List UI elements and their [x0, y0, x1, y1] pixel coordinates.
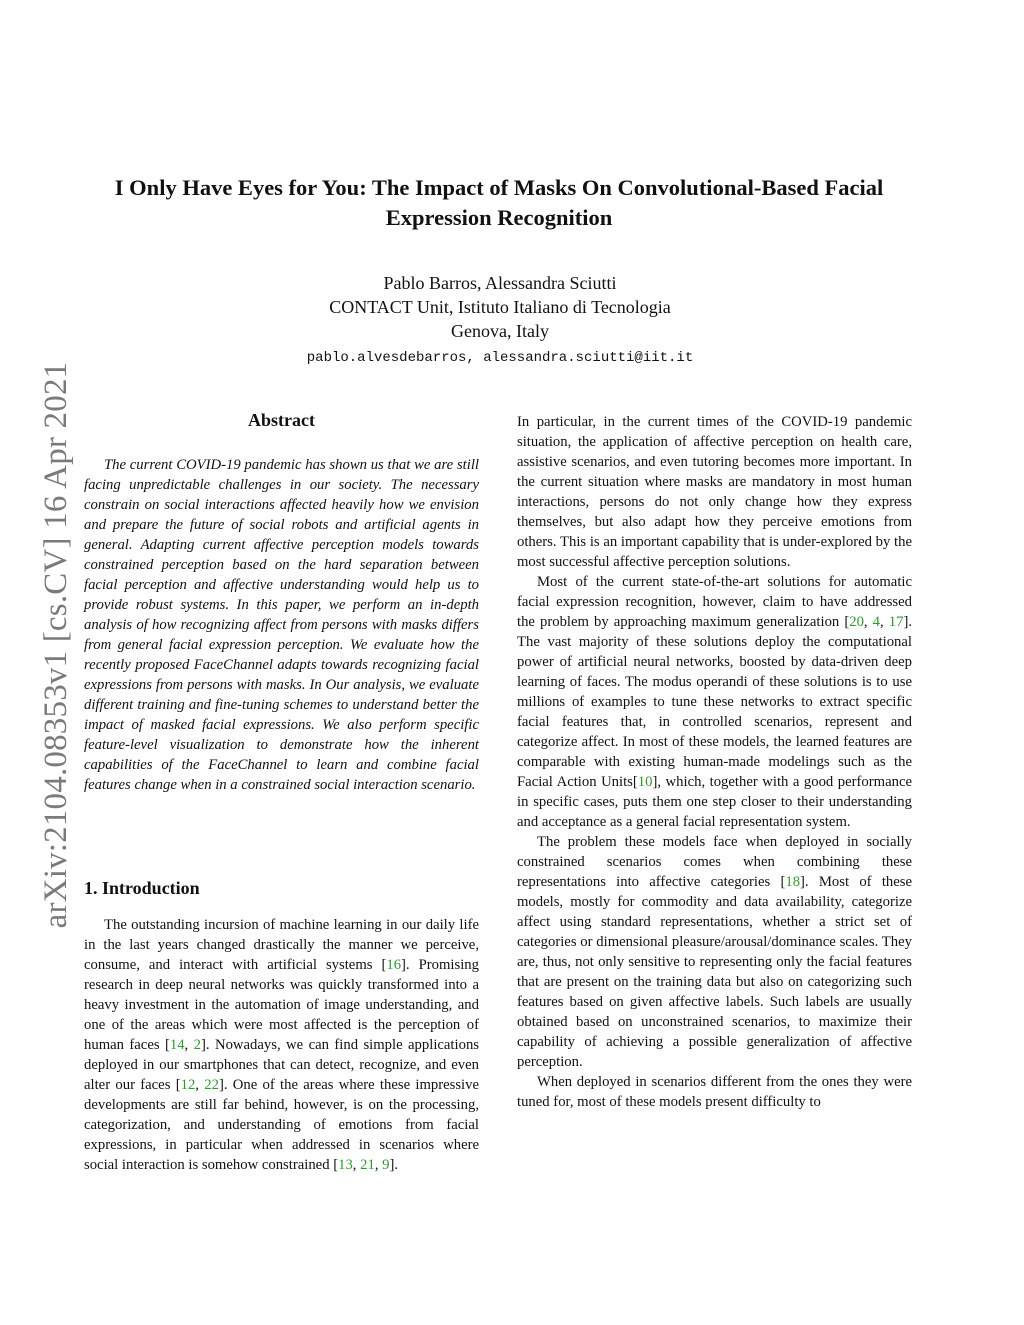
right-paragraph-3 [517, 832, 912, 1072]
text-run: , [184, 1037, 194, 1053]
citation-link[interactable]: 18 [785, 874, 801, 890]
right-paragraph-4: When deployed in scenarios different from the ones they were tuned for, most of these models present difficulty to [517, 1074, 912, 1110]
right-paragraph-1: In particular, in the current times of the COVID-19 pandemic situation, the application of affective perception on health care, assistive scenarios, and even tutoring becomes more important. In the current situation where masks are mandatory in most human interactions, persons do not only change how they express themselves, but also adapt how they perceive emotions from others. This is an important capability that is under-explored by the most successful affective perception solutions. [517, 414, 912, 570]
citation-link[interactable]: 10 [637, 774, 653, 790]
citation-link[interactable]: 20 [849, 614, 864, 630]
affiliation: CONTACT Unit, Istituto Italiano di Tecnologia [329, 297, 671, 317]
text-run: The problem these models face when deployed in socially constrained scenarios comes when combining these representations into affective categories [ [517, 834, 912, 890]
text-run: ], which, together with a good performance in specific cases, puts them one step closer to their understanding and acceptance as a general facial representation system. [517, 774, 912, 830]
text-run: , [863, 614, 873, 630]
citation-link[interactable]: 13 [338, 1157, 353, 1173]
text-run: , [374, 1157, 383, 1173]
citation-link[interactable]: 9 [382, 1157, 390, 1173]
abstract-heading: Abstract [248, 410, 315, 430]
text-run: ]. One of the areas where these impressive developments are still far behind, however, is on the processing, categorization, and understanding of emotions from facial expressions, in particular when addressed in scenarios where social interaction is somehow constrained [ [84, 1077, 480, 1173]
text-run: , [352, 1157, 361, 1173]
email: pablo.alvesdebarros, alessandra.sciutti@iit.it [306, 350, 694, 366]
citation-link[interactable]: 17 [888, 614, 904, 630]
text-run: Most of the current state-of-the-art solutions for automatic facial expression recognition, however, claim to have addressed the problem by approaching maximum generalization [ [517, 574, 912, 630]
citation-link[interactable]: 22 [204, 1077, 219, 1093]
abstract-paragraph: The current COVID-19 pandemic has shown us that we are still facing unpredictable challenges in our society. The necessary constrain on social interactions affected heavily how we envision and prepare the future of social robots and artificial agents in general. Adapting current affective perception models towards constrained perception based on the hard separation between facial perception and affective understanding would help us to provide robust systems. In this paper, we perform an in-depth analysis of how recognizing affect from persons with masks differs from general facial expression perception. We evaluate how the recently proposed FaceChannel adapts towards recognizing facial expressions from persons with masks. In Our analysis, we evaluate different training and fine-tuning schemes to understand better the impact of masked facial expressions. We also perform specific feature-level visualization to demonstrate how the inherent capabilities of the FaceChannel to learn and combine facial features change when in a constrained social interaction scenario. [84, 457, 479, 793]
text-run: ]. Nowadays, we can find simple applications deployed in our smartphones that can detect, recognize, and even alter our faces [ [84, 1037, 479, 1093]
arxiv-stamp: arXiv:2104.08353v1 [cs.CV] 16 Apr 2021 [38, 361, 74, 929]
text-run: , [195, 1077, 205, 1093]
citation-link[interactable]: 21 [360, 1157, 375, 1173]
paper-title: I Only Have Eyes for You: The Impact of Masks On Convolutional-Based Facial Expression Recognition [114, 175, 884, 230]
intro-heading: 1. Introduction [84, 878, 200, 898]
authors: Pablo Barros, Alessandra Sciutti [383, 273, 617, 293]
citation-link[interactable]: 4 [872, 614, 880, 630]
text-run: ]. The vast majority of these solutions deploy the computational power of artificial neural networks, boosted by data-driven deep learning of faces. The modus operandi of these solutions is to use millions of examples to tune these networks to extract specific facial features that, in controlled scenarios, represent and categorize affect. In most of these models, the learned features are comparable with existing human-made modelings such as the Facial Action Units[ [517, 614, 913, 790]
right-paragraph-2 [517, 572, 912, 832]
citation-link[interactable]: 2 [193, 1037, 201, 1053]
text-run: The outstanding incursion of machine learning in our daily life in the last years changed drastically the manner we perceive, consume, and interact with artificial systems [ [84, 917, 479, 973]
text-run: ]. Promising research in deep neural networks was quickly transformed into a heavy investment in the automation of image understanding, and one of the areas which were most affected is the perception of human faces [ [84, 957, 479, 1053]
text-run: , [880, 614, 889, 630]
citation-link[interactable]: 14 [169, 1037, 185, 1053]
right-column [517, 412, 912, 1112]
intro-text [84, 915, 479, 1175]
intro-paragraph [84, 915, 479, 1175]
text-run: ]. Most of these models, mostly for commodity and data availability, categorize affect using standard representations, whether a strict set of categories or dimensional pleasure/arousal/dominance scales. They are, thus, not only sensitive to representing only the facial features that are present on the training data but also on categorizing such features based on given affective labels. Such labels are usually obtained based on unconstrained scenarios, to maximize their capability of achieving a possible generalization of affective perception. [517, 874, 912, 1070]
citation-link[interactable]: 12 [180, 1077, 196, 1093]
citation-link[interactable]: 16 [386, 957, 402, 973]
author-block [200, 271, 800, 370]
location: Genova, Italy [451, 321, 549, 341]
abstract-text [84, 455, 479, 795]
text-run: ]. [389, 1157, 399, 1173]
